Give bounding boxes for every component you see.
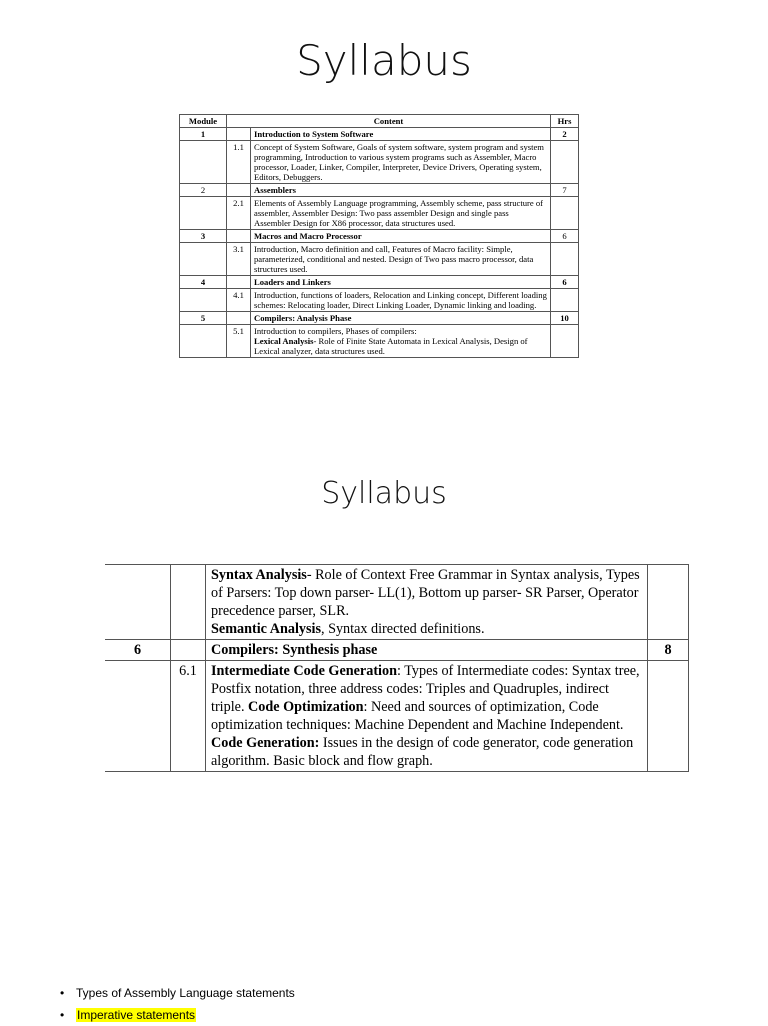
submodule-row bbox=[180, 325, 579, 358]
syllabus-table bbox=[179, 114, 579, 358]
submodule-number: 6.1 bbox=[171, 661, 206, 772]
submodule-row bbox=[105, 661, 689, 772]
module-row bbox=[105, 640, 689, 661]
module-row bbox=[180, 128, 579, 141]
module-number: 1 bbox=[180, 128, 227, 141]
submodule-content: Elements of Assembly Language programming, Assembly scheme, pass structure of assembler, Assembler Design: Two pass assembler Design and single pass Assembler Design for X86 processor, data structures used. bbox=[251, 197, 551, 230]
module-hours: 6 bbox=[551, 276, 579, 289]
module-hours: 2 bbox=[551, 128, 579, 141]
module-title: Loaders and Linkers bbox=[251, 276, 551, 289]
bullet-text: Types of Assembly Language statements bbox=[76, 986, 295, 1000]
submodule-content: Introduction, Macro definition and call, Features of Macro facility: Simple, parameterized, conditional and nested. Design of Two pass macro processor, data structures used. bbox=[251, 243, 551, 276]
submodule-content: Introduction, functions of loaders, Relocation and Linking concept, Different loading schemes: Relocating loader, Direct Linking Loader, Dynamic linking and loading. bbox=[251, 289, 551, 312]
module-row bbox=[180, 312, 579, 325]
header-hrs: Hrs bbox=[551, 115, 579, 128]
submodule-row bbox=[180, 141, 579, 184]
module-row bbox=[180, 184, 579, 197]
module-row bbox=[180, 276, 579, 289]
module-number: 2 bbox=[180, 184, 227, 197]
highlighted-bullet-text: Imperative statements bbox=[77, 1008, 196, 1022]
module-number: 4 bbox=[180, 276, 227, 289]
module-title: Introduction to System Software bbox=[251, 128, 551, 141]
submodule-row bbox=[180, 243, 579, 276]
submodule-number: 1.1 bbox=[227, 141, 251, 184]
module-number: 6 bbox=[105, 640, 171, 661]
header-module: Module bbox=[180, 115, 227, 128]
bullet-icon: • bbox=[60, 986, 65, 1000]
module-title: Compilers: Synthesis phase bbox=[206, 640, 648, 661]
submodule-number: 2.1 bbox=[227, 197, 251, 230]
module-title: Compilers: Analysis Phase bbox=[251, 312, 551, 325]
bullet-icon: • bbox=[60, 1008, 65, 1022]
submodule-number: 5.1 bbox=[227, 325, 251, 358]
module-hours: 6 bbox=[551, 230, 579, 243]
header-content: Content bbox=[227, 115, 551, 128]
submodule-number: 4.1 bbox=[227, 289, 251, 312]
module-number: 3 bbox=[180, 230, 227, 243]
submodule-number: 3.1 bbox=[227, 243, 251, 276]
module-hours: 10 bbox=[551, 312, 579, 325]
bullet-list bbox=[60, 982, 295, 1026]
list-item bbox=[60, 1004, 295, 1026]
table-header-row bbox=[180, 115, 579, 128]
module-hours: 7 bbox=[551, 184, 579, 197]
module-title: Macros and Macro Processor bbox=[251, 230, 551, 243]
submodule-row bbox=[180, 289, 579, 312]
submodule-content: Intermediate Code Generation: Types of Intermediate codes: Syntax tree, Postfix notation, three address codes: Triples and Quadruples, indirect triple. Code Optimization: Need and sources of optimization, Code optimization techniques: Machine Dependent and Machine Independent. Code Generation: Issues in the design of code generator, code generation algorithm. Basic block and flow graph. bbox=[206, 661, 648, 772]
submodule-content: Syntax Analysis- Role of Context Free Grammar in Syntax analysis, Types of Parsers: Top down parser- LL(1), Bottom up parser- SR Parser, Operator precedence parser, SLR. Semantic Analysis, Syntax directed definitions. bbox=[206, 565, 648, 640]
submodule-content: Introduction to compilers, Phases of compilers: Lexical Analysis- Role of Finite State Automata in Lexical Analysis, Design of Lexical analyzer, data structures used. bbox=[251, 325, 551, 358]
slide-title: Syllabus bbox=[296, 36, 472, 85]
list-item bbox=[60, 982, 295, 1004]
submodule-row bbox=[180, 197, 579, 230]
module-row bbox=[180, 230, 579, 243]
submodule-content: Concept of System Software, Goals of system software, system program and system programming, Introduction to various system programs such as Assembler, Macro processor, Loader, Linker, Compiler, Interpreter, Device Drivers, Operating system, Editors, Debuggers. bbox=[251, 141, 551, 184]
slide-title: Syllabus bbox=[321, 476, 447, 511]
continued-row bbox=[105, 565, 689, 640]
module-number: 5 bbox=[180, 312, 227, 325]
module-hours: 8 bbox=[648, 640, 689, 661]
module-title: Assemblers bbox=[251, 184, 551, 197]
syllabus-table-continued bbox=[105, 564, 689, 772]
